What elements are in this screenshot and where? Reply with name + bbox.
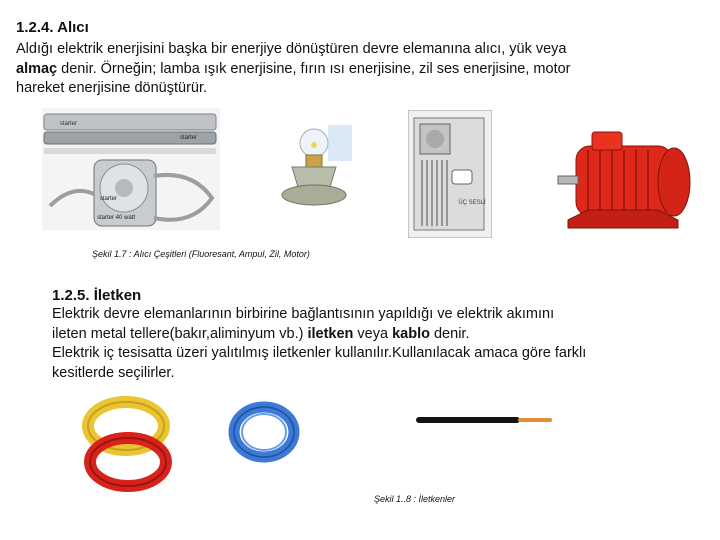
term-almac: almaç xyxy=(16,60,58,77)
iletken-line-2 xyxy=(52,325,712,345)
alici-paragraph xyxy=(16,40,716,99)
iletken-line-2-a: ileten metal tellere(bakır,aliminyum vb.) xyxy=(52,325,308,342)
bell-image xyxy=(408,110,492,238)
iletken-line-1: Elektrik devre elemanlarının birbirine bağlantısının yapıldığı ve elektrik akımını xyxy=(52,306,555,322)
alici-line-3: hareket enerjisine dönüştürür. xyxy=(16,80,208,96)
label-starter-b: starter xyxy=(180,135,198,141)
wire-coils-image xyxy=(80,392,172,492)
label-starter-c: starter xyxy=(100,196,118,202)
alici-line-1: Aldığı elektrik enerjisini başka bir enerjiye dönüştüren devre elemanına alıcı, yük veya xyxy=(16,41,567,57)
motor-image xyxy=(548,124,694,242)
heading-iletken: 1.2.5. İletken xyxy=(52,287,142,304)
label-starter-a: starter xyxy=(60,121,78,127)
alici-line-2-rest: denir. Örneğin; lamba ışık enerjisine, fırın ısı enerjisine, zil ses enerjisine, motor xyxy=(57,60,571,77)
blue-wire-coil-image xyxy=(228,400,300,464)
label-starter-40-watt: starter 40 watt xyxy=(97,215,136,221)
iletken-line-2-c: denir. xyxy=(429,325,470,342)
single-cable-image xyxy=(414,410,554,430)
term-kablo: kablo xyxy=(392,325,430,342)
fluorescent-lamp-image xyxy=(42,108,220,230)
alici-line-2 xyxy=(16,60,716,80)
iletken-line-2-b: veya xyxy=(353,325,393,342)
iletken-line-3: Elektrik iç tesisatta üzeri yalıtılmış iletkenler kullanılır.Kullanılacak amaca göre farklı xyxy=(52,345,587,361)
figure-1-7-caption: Şekil 1.7 : Alıcı Çeşitleri (Fluoresant, Ampul, Zil, Motor) xyxy=(92,249,310,259)
bulb-image xyxy=(278,125,352,209)
iletken-paragraph xyxy=(52,305,712,383)
term-iletken: iletken xyxy=(307,325,354,342)
iletken-line-4: kesitlerde seçilirler. xyxy=(52,364,175,381)
figure-1-8-caption: Şekil 1..8 : İletkenler xyxy=(374,494,456,504)
heading-alici: 1.2.4. Alıcı xyxy=(16,19,89,36)
bell-brand-label: ÜÇ SESLİ xyxy=(458,200,486,206)
